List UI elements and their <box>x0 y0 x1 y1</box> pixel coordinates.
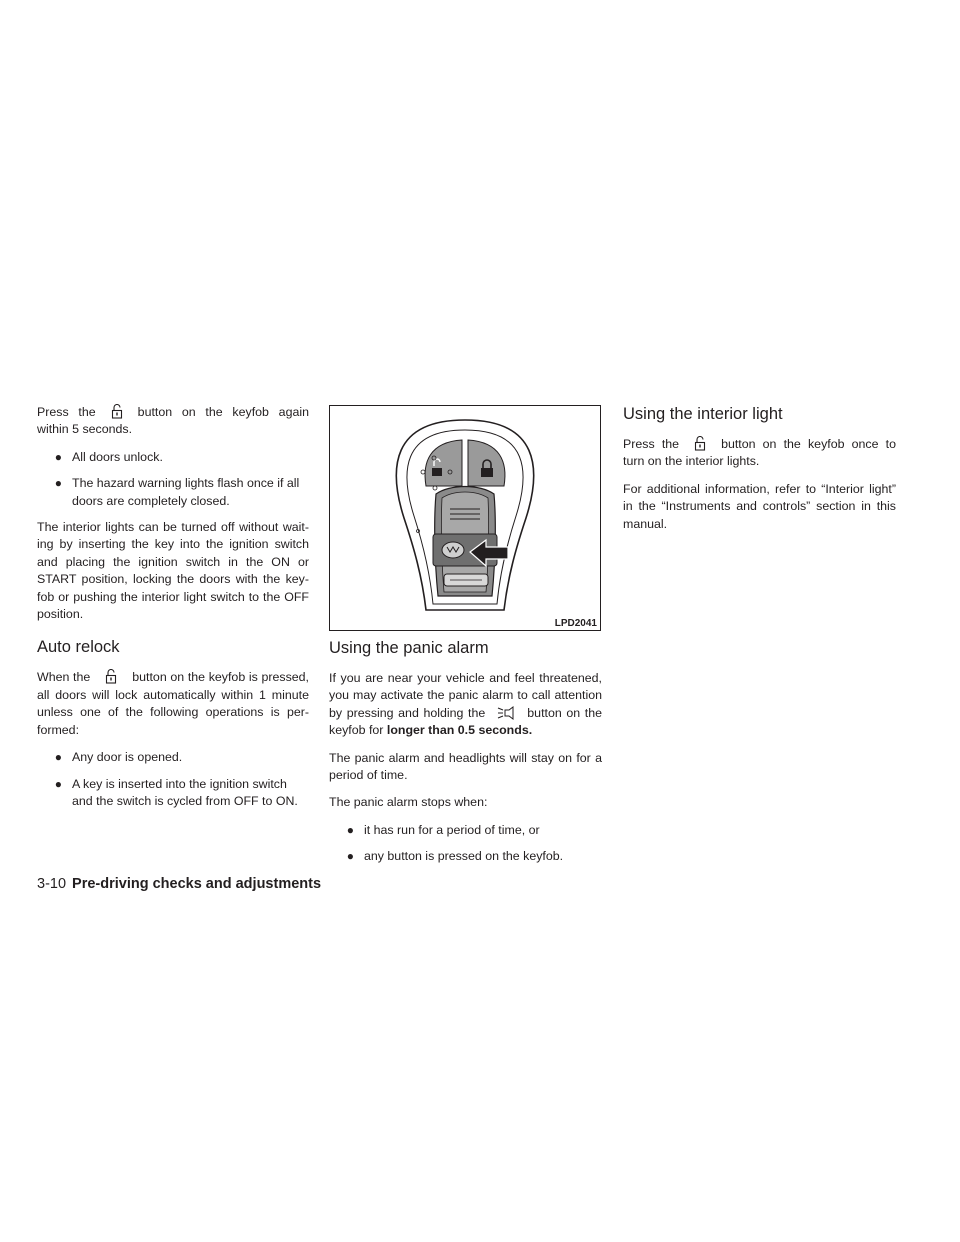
paragraph-press-unlock: Press the button on the keyfob again within 5 seconds. <box>37 405 309 437</box>
heading-panic-alarm: Using the panic alarm <box>329 639 489 657</box>
list-item: ● it has run for a period of time, or <box>346 822 540 837</box>
paragraph-auto-relock: When the button on the keyfob is pressed, all doors will lock automatically within 1 minute unless one of the following operations is per- formed: <box>37 670 309 737</box>
column-right <box>623 404 896 543</box>
unlock-icon <box>90 669 132 685</box>
list-item: ● A key is inserted into the ignition switch and the switch is cycled from OFF to ON. <box>54 776 298 808</box>
list-item: ● The hazard warning lights flash once if all doors are completely closed. <box>54 476 300 508</box>
column-middle <box>329 632 602 875</box>
paragraph-panic-activate: If you are near your vehicle and feel threatened, you may activate the panic alarm to call attention by pressing and holding the button on the keyfob for longer than 0.5 seconds. <box>329 671 602 738</box>
list-item: ● any button is pressed on the keyfob. <box>346 849 564 864</box>
page-footer <box>37 876 321 892</box>
panic-horn-icon <box>485 706 527 722</box>
keyfob-illustration-icon <box>330 406 600 630</box>
list-item: ● Any door is opened. <box>54 750 183 765</box>
unlock-icon <box>679 436 721 452</box>
heading-auto-relock: Auto relock <box>37 638 120 657</box>
keyfob-figure <box>329 405 601 631</box>
figure-label: LPD2041 <box>554 618 597 629</box>
page-number: 3-10 <box>37 876 67 892</box>
list-item: ● All doors unlock. <box>54 449 163 464</box>
heading-interior-light: Using the interior light <box>623 405 783 423</box>
paragraph-panic-stops: The panic alarm stops when: <box>329 795 488 810</box>
paragraph-interior-lights-off: The interior lights can be turned off without wait- ing by inserting the key into the ignition switch and placing the ignition switch in the ON or START position, locking the doors with the key- fob or pushing the interior light switch to the OFF position. <box>37 520 309 622</box>
paragraph-panic-duration: The panic alarm and headlights will stay on for a period of time. <box>329 750 602 783</box>
section-title: Pre-driving checks and adjustments <box>72 876 322 892</box>
paragraph-interior-light-reference: For additional information, refer to “Interior light” in the “Instruments and controls” section in this manual. <box>623 481 896 531</box>
paragraph-interior-light: Press the button on the keyfob once to turn on the interior lights. <box>623 437 896 469</box>
unlock-icon <box>96 404 138 420</box>
column-left <box>37 404 309 819</box>
